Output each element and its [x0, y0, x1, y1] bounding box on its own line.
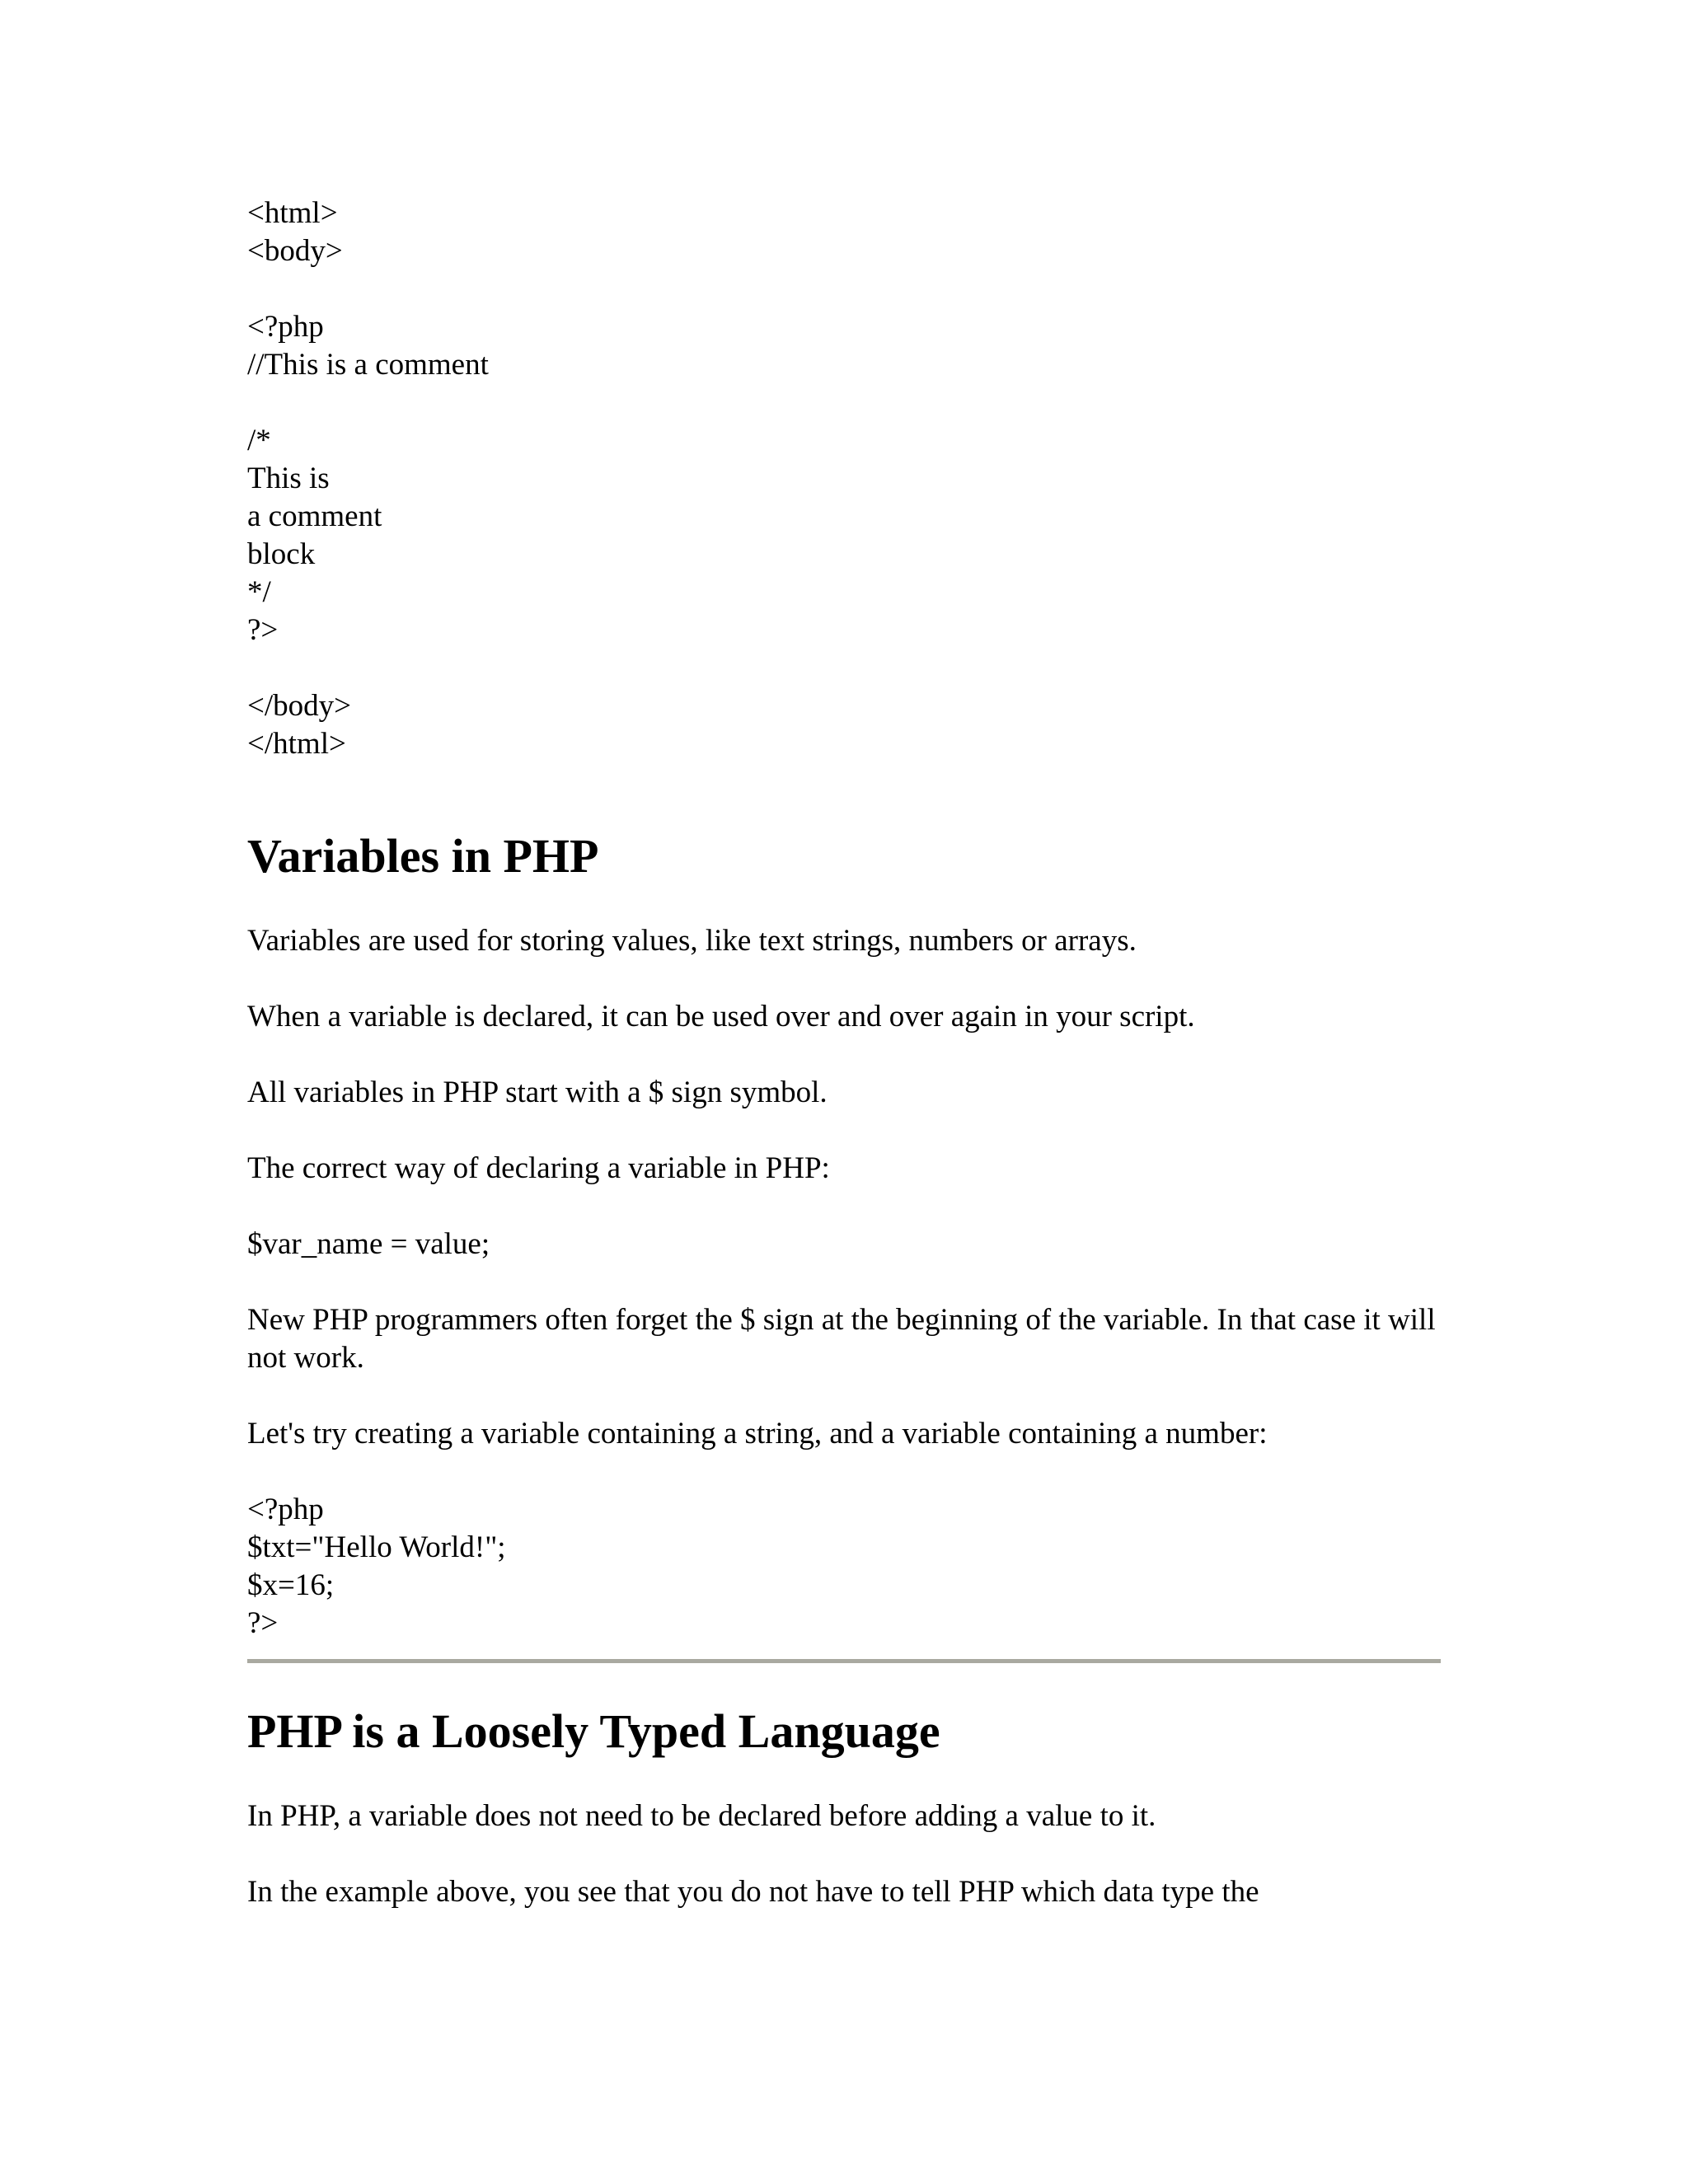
code-block-html-comments	[247, 194, 1441, 763]
section-divider	[247, 1659, 1441, 1663]
document-page	[247, 194, 1441, 1911]
code-line: This is	[247, 462, 330, 495]
code-line: //This is a comment	[247, 348, 489, 382]
code-line: </html>	[247, 727, 346, 761]
paragraph: Variables are used for storing values, like text strings, numbers or arrays.	[247, 924, 1137, 958]
code-line: ?>	[247, 1606, 279, 1640]
paragraph: In the example above, you see that you do not have to tell PHP which data type the	[247, 1875, 1259, 1909]
paragraph: Let's try creating a variable containing a string, and a variable containing a number:	[247, 1417, 1268, 1451]
code-line: ?>	[247, 613, 279, 647]
code-line: <?php	[247, 310, 324, 344]
heading-loosely-typed: PHP is a Loosely Typed Language	[247, 1704, 940, 1758]
code-line: $x=16;	[247, 1568, 335, 1602]
code-example-inline: $var_name = value;	[247, 1227, 490, 1261]
code-line: <?php	[247, 1493, 324, 1526]
code-line: <body>	[247, 234, 343, 268]
paragraph: All variables in PHP start with a $ sign symbol.	[247, 1076, 828, 1109]
blank-line	[247, 384, 1441, 422]
paragraph: When a variable is declared, it can be used over and over again in your script.	[247, 1000, 1195, 1033]
blank-line	[247, 270, 1441, 308]
code-line: /*	[247, 424, 271, 457]
blank-line	[247, 649, 1441, 687]
paragraph: The correct way of declaring a variable in PHP:	[247, 1151, 830, 1185]
paragraph: New PHP programmers often forget the $ sign at the beginning of the variable. In that case it will not work.	[247, 1303, 1436, 1375]
code-line: block	[247, 537, 316, 571]
code-line: a comment	[247, 499, 382, 533]
heading-variables-in-php: Variables in PHP	[247, 829, 599, 883]
code-line: </body>	[247, 689, 352, 723]
code-block-variables	[247, 1491, 1441, 1643]
code-line: $txt="Hello World!";	[247, 1530, 506, 1564]
code-line: */	[247, 575, 271, 609]
code-line: <html>	[247, 196, 338, 230]
paragraph: In PHP, a variable does not need to be declared before adding a value to it.	[247, 1799, 1156, 1833]
